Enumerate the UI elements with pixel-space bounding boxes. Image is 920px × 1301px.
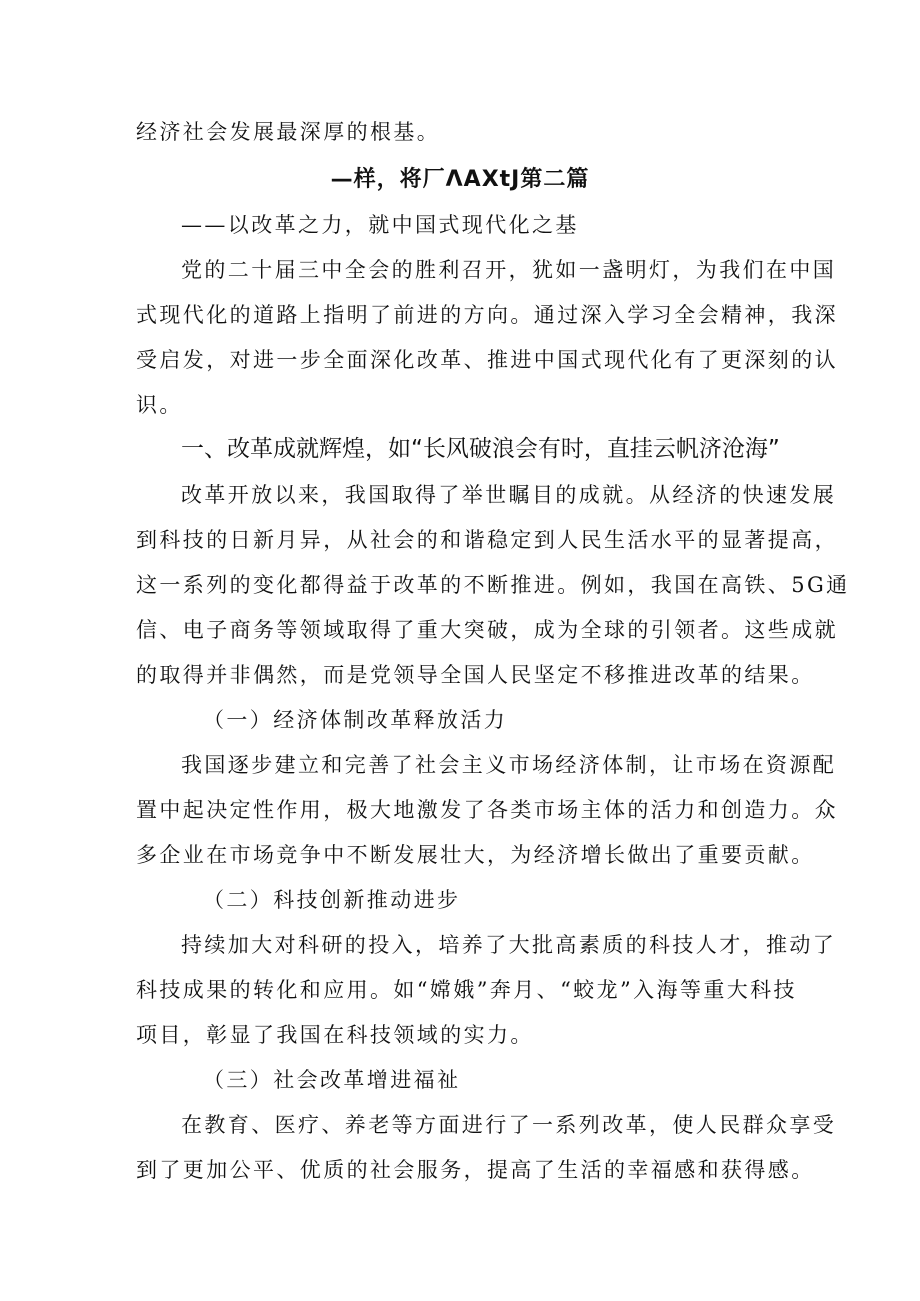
- subsection-heading: （一）经济体制改革释放活力: [203, 708, 508, 732]
- text-line: 项目，彰显了我国在科技领域的实力。: [136, 1023, 534, 1047]
- subsection-heading: （三）社会改革增进福祉: [203, 1068, 461, 1092]
- text-line: 到了更加公平、优质的社会服务，提高了生活的幸福感和获得感。: [136, 1158, 815, 1182]
- text-line: 我国逐步建立和完善了社会主义市场经济体制，让市场在资源配: [181, 753, 837, 777]
- text-line: 受启发，对进一步全面深化改革、推进中国式现代化有了更深刻的认: [136, 348, 838, 372]
- text-line: 改革开放以来，我国取得了举世瞩目的成就。从经济的快速发展: [181, 483, 837, 507]
- section-heading: 一、改革成就辉煌，如“长风破浪会有时，直挂云帆济沧海”: [181, 436, 780, 462]
- text-line: 的取得并非偶然，而是党领导全国人民坚定不移推进改革的结果。: [136, 663, 815, 687]
- text-line: 置中起决定性作用，极大地激发了各类市场主体的活力和创造力。众: [136, 798, 838, 822]
- text-line: 经济社会发展最深厚的根基。: [136, 120, 441, 144]
- text-line: 科技成果的转化和应用。如“嫦娥”奔月、“蛟龙”入海等重大科技: [136, 978, 797, 1002]
- text-line: 持续加大对科研的投入，培养了大批高素质的科技人才，推动了: [181, 933, 837, 957]
- article-title: —样，将厂ΛAXtJ第二篇: [330, 167, 590, 192]
- text-line: 在教育、医疗、养老等方面进行了一系列改革，使人民群众享受: [181, 1113, 837, 1137]
- text-line: 党的二十届三中全会的胜利召开，犹如一盏明灯，为我们在中国: [181, 258, 837, 282]
- article-subtitle: ——以改革之力，就中国式现代化之基: [181, 213, 579, 237]
- subsection-heading: （二）科技创新推动进步: [203, 888, 461, 912]
- text-line: 式现代化的道路上指明了前进的方向。通过深入学习全会精神，我深: [136, 303, 838, 327]
- text-line: 信、电子商务等领域取得了重大突破，成为全球的引领者。这些成就: [136, 618, 838, 642]
- text-line: 到科技的日新月异，从社会的和谐稳定到人民生活水平的显著提高，: [136, 528, 838, 552]
- text-line: 多企业在市场竞争中不断发展壮大，为经济增长做出了重要贡献。: [136, 843, 815, 867]
- text-line: 这一系列的变化都得益于改革的不断推进。例如，我国在高铁、5G通: [136, 573, 850, 597]
- text-line: 识。: [136, 393, 183, 417]
